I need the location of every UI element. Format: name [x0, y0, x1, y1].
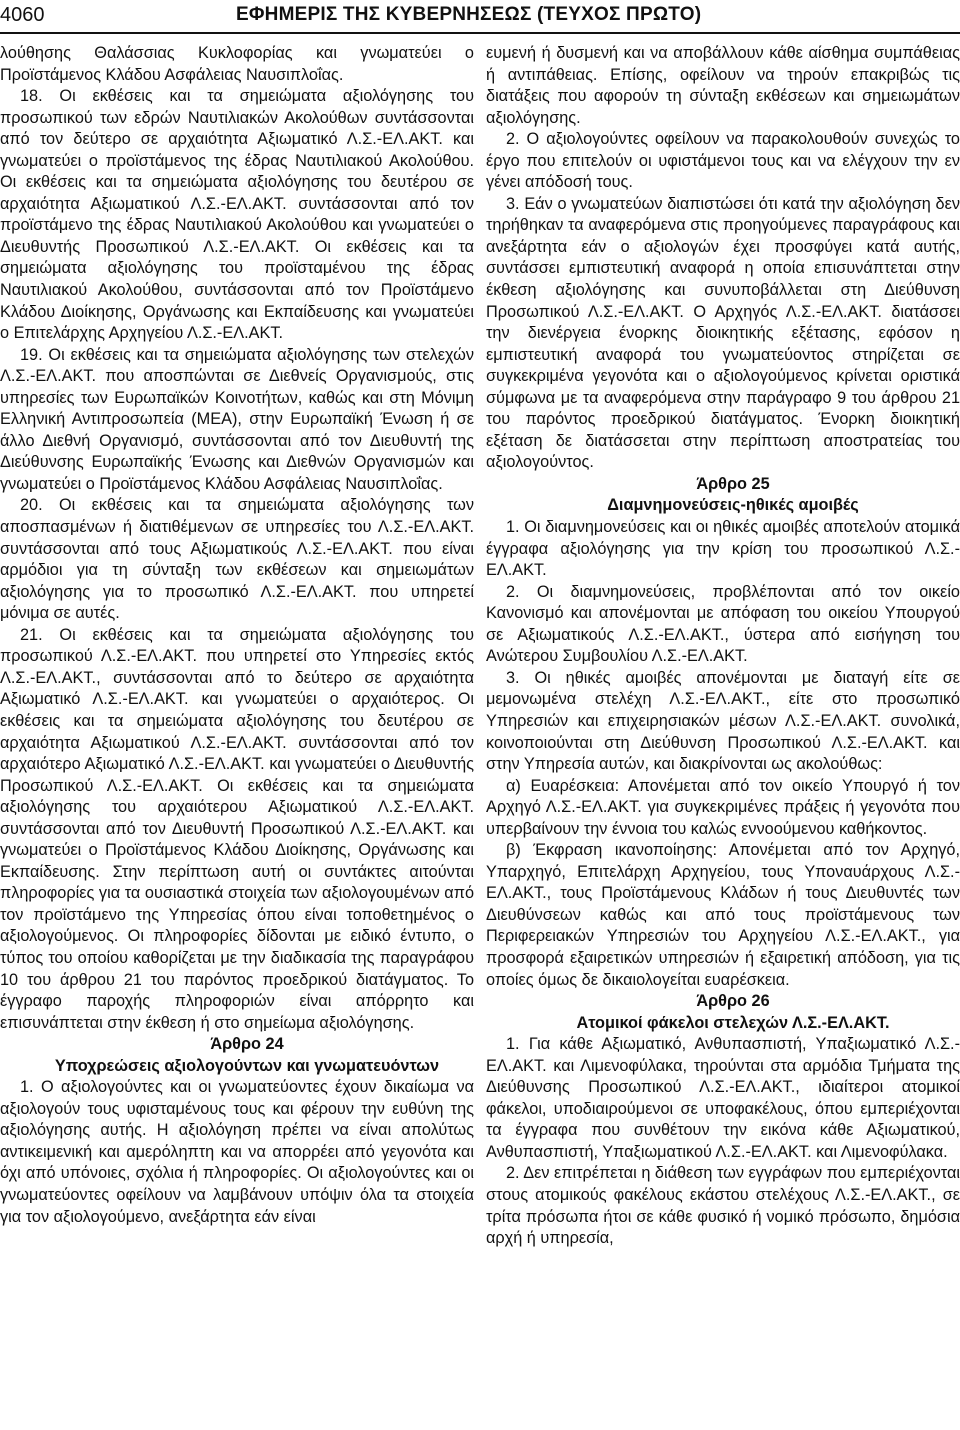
page-number: 4060 — [0, 4, 45, 26]
paragraph: 18. Οι εκθέσεις και τα σημειώματα αξιολόγησης του προσωπικού των εδρών Ναυτιλιακών Ακολούθων συντάσσονται από τον δεύτερο σε αρχαιότητα Αξιωματικό Λ.Σ.-ΕΛ.ΑΚΤ. και γνωματεύει ο προϊστάμενος της έδρας Ναυτιλιακού Ακολούθου. Οι εκθέσεις και τα σημειώματα αξιολόγησης του δευτέρου σε αρχαιότητα Αξιωματικού Λ.Σ.-ΕΛ.ΑΚΤ. συντάσσονται από τον προϊστάμενο της έδρας Ναυτιλιακού Ακολούθου και γνωματεύει ο Διευθυντής Προσωπικού Λ.Σ.-ΕΛ.ΑΚΤ. Οι εκθέσεις και τα σημειώματα αξιολόγησης του προϊσταμένου της έδρας Ναυτιλιακού Ακολούθου, συντάσσονται από τον Προϊστάμενο Κλάδου Διοίκησης, Οργάνωσης και Εκπαίδευσης και γνωματεύει ο Επιτελάρχης Αρχηγείου Λ.Σ.-ΕΛ.ΑΚΤ. — [0, 87, 474, 343]
article-26-subtitle: Ατομικοί φάκελοι στελεχών Λ.Σ.-ΕΛ.ΑΚΤ. — [576, 1013, 890, 1032]
paragraph: 3. Εάν ο γνωματεύων διαπιστώσει ότι κατά την αξιολόγηση δεν τηρήθηκαν τα αναφερόμενα στις προηγούμενες παραγράφους και ανεξάρτητα εάν ο αξιολογών έχει προσφύγει κατά αυτής, συντάσσει εμπιστευτική αναφορά η οποία επισυνάπτεται στην έκθεση αξιολόγησης και συνυποβάλλεται στη Διεύθυνση Προσωπικού Λ.Σ.-ΕΛ.ΑΚΤ. Ο Αρχηγός Λ.Σ.-ΕΛ.ΑΚΤ. διατάσσει την διενέργεια ένορκης διοικητικής εξέτασης, εφόσον η εμπιστευτική αναφορά του γνωματεύοντος στηρίζεται σε συγκεκριμένα γεγονότα και ο αξιολογούμενος κρίνεται οριστικά σύμφωνα με τα αναφερόμενα στην παράγραφο 9 του άρθρου 21 του παρόντος προεδρικού διατάγματος. Ένορκη διοικητική εξέταση δε διατάσσεται στην περίπτωση αποστρατείας του αξιολογούντος. — [486, 194, 960, 472]
paragraph: 2. Δεν επιτρέπεται η διάθεση των εγγράφων που εμπεριέχονται στους ατομικούς φακέλους εκάστου στελέχους Λ.Σ.-ΕΛ.ΑΚΤ., σε τρίτα πρόσωπα ήτοι σε κάθε φυσικό ή νομικό πρόσωπο, δημόσια αρχή ή υπηρεσία, — [486, 1164, 960, 1248]
paragraph: 21. Οι εκθέσεις και τα σημειώματα αξιολόγησης του προσωπικού Λ.Σ.-ΕΛ.ΑΚΤ. που υπηρετεί στο Υπηρεσίες εκτός Λ.Σ.-ΕΛ.ΑΚΤ., συντάσσονται από το δεύτερο σε αρχαιότητα Αξιωματικό Λ.Σ.-ΕΛ.ΑΚΤ. και γνωματεύει ο αρχαιότερος. Οι εκθέσεις και τα σημειώματα αξιολόγησης του δευτέρου σε αρχαιότητα Αξιωματικού Λ.Σ.-ΕΛ.ΑΚΤ. συντάσσονται από τον αρχαιότερο Αξιωματικό Λ.Σ.-ΕΛ.ΑΚΤ. και γνωματεύει ο Διευθυντής Προσωπικού Λ.Σ.-ΕΛ.ΑΚΤ. Οι εκθέσεις και τα σημειώματα αξιολόγησης του αρχαιότερου Αξιωματικού Λ.Σ.-ΕΛ.ΑΚΤ. συντάσσονται από τον Διευθυντή Προσωπικού Λ.Σ.-ΕΛ.ΑΚΤ. και γνωματεύει ο Προϊστάμενος Κλάδου Διοίκησης, Οργάνωσης και Εκπαίδευσης. Στην περίπτωση αυτή οι συντάκτες αιτούνται πληροφορίες για τα ουσιαστικά στοιχεία των αξιολογουμένων από τον προϊστάμενο της Υπηρεσίας όπου είναι τοποθετημένος ο αξιολογούμενος. Οι πληροφορίες δίδονται με ειδικό έντυπο, ο τύπος του οποίου καθορίζεται με την διαδικασία της παραγράφου 10 του άρθρου 21 του παρόντος προεδρικού διατάγματος. Το έγγραφο παροχής πληροφοριών είναι απόρρητο και επισυνάπτεται στην έκθεση ή στο σημείωμα αξιολόγησης. — [0, 625, 474, 1032]
left-column — [0, 43, 474, 1228]
paragraph: 3. Οι ηθικές αμοιβές απονέμονται με διαταγή είτε σε μεμονωμένα στελέχη Λ.Σ.-ΕΛ.ΑΚΤ., είτε στο προσωπικό Υπηρεσιών και επιχειρησιακών μέσων Λ.Σ.-ΕΛ.ΑΚΤ. συνολικά, κοινοποιούνται στη Διεύθυνση Προσωπικού Λ.Σ.-ΕΛ.ΑΚΤ. και στην Υπηρεσία αυτών, και διακρίνονται ως ακολούθως: — [486, 668, 960, 774]
paragraph: 2. Ο αξιολογούντες οφείλουν να παρακολουθούν συνεχώς το έργο που επιτελούν οι υφιστάμενοι τους και να ελέγχουν την εν γένει απόδοσή τους. — [486, 130, 960, 192]
page-header — [0, 0, 960, 36]
paragraph: 1. Για κάθε Αξιωματικό, Ανθυπασπιστή, Υπαξιωματικό Λ.Σ.-ΕΛ.ΑΚΤ. και Λιμενοφύλακα, τηρούνται στα αρμόδια Τμήματα της Διεύθυνσης Προσωπικού Λ.Σ.-ΕΛ.ΑΚΤ., ιδιαίτεροι ατομικοί φάκελοι, υποδιαιρούμενοι σε υποφακέλους, όπου εμπεριέχονται τα έγγραφα που συνθέτουν την εικόνα κάθε Αξιωματικού, Ανθυπασπιστή, Υπαξιωματικού Λ.Σ.-ΕΛ.ΑΚΤ. και Λιμενοφύλακα. — [486, 1035, 960, 1161]
paragraph: β) Έκφραση ικανοποίησης: Απονέμεται από τον Αρχηγό, Υπαρχηγό, Επιτελάρχη Αρχηγείου, τους Υποναυάρχους Λ.Σ.-ΕΛ.ΑΚΤ., τους Προϊστάμενους Κλάδων ή τους Διευθυντές των Διευθύνσεων καθώς και από τους προϊστάμενους των Περιφερειακών Υπηρεσιών του Αρχηγείου Λ.Σ.-ΕΛ.ΑΚΤ., για προσφορά εξαιρετικών υπηρεσιών ή εξαιρετική απόδοση, για τις οποίες όμως δε δικαιολογείται ευαρέσκεια. — [486, 841, 960, 989]
paragraph: ευμενή ή δυσμενή και να αποβάλλουν κάθε αίσθημα συμπάθειας ή αντιπάθειας. Επίσης, οφείλουν να τηρούν επακριβώς τις διατάξεις που αφορούν τη σύνταξη εκθέσεων και σημειωμάτων αξιολόγησης. — [486, 44, 960, 127]
paragraph: 19. Οι εκθέσεις και τα σημειώματα αξιολόγησης των στελεχών Λ.Σ.-ΕΛ.ΑΚΤ. που αποσπώνται σε Διεθνείς Οργανισμούς, στις υπηρεσίες των Ευρωπαϊκών Κοινοτήτων, καθώς και στη Μόνιμη Ελληνική Αντιπροσωπεία (ΜΕΑ), στην Ευρωπαϊκή Ένωση ή σε άλλο Διεθνή Οργανισμό, συντάσσονται από τον Διευθυντή της Διεύθυνσης Ευρωπαϊκής Ένωσης και Διεθνών Οργανισμών και γνωματεύει ο Προϊστάμενος Κλάδου Ασφάλειας Ναυσιπλοΐας. — [0, 345, 474, 493]
paragraph: λούθησης Θαλάσσιας Κυκλοφορίας και γνωματεύει ο Προϊστάμενος Κλάδου Ασφάλειας Ναυσιπλοΐας. — [0, 44, 474, 84]
article-24-title: Άρθρο 24 — [210, 1035, 284, 1054]
article-26-title: Άρθρο 26 — [696, 992, 770, 1011]
article-25-subtitle: Διαμνημονεύσεις-ηθικές αμοιβές — [607, 496, 859, 515]
header-rule — [0, 32, 960, 34]
gazette-title: ΕΦΗΜΕΡΙΣ ΤΗΣ ΚΥΒΕΡΝΗΣΕΩΣ (ΤΕΥΧΟΣ ΠΡΩΤΟ) — [236, 4, 702, 25]
article-24-subtitle: Υποχρεώσεις αξιολογούντων και γνωματευόντων — [54, 1056, 440, 1075]
paragraph: α) Ευαρέσκεια: Απονέμεται από τον οικείο Υπουργό ή τον Αρχηγό Λ.Σ.-ΕΛ.ΑΚΤ. για συγκεκριμένες πράξεις ή γεγονότα που υπερβαίνουν την έννοια του καλώς εννοούμενου καθήκοντος. — [486, 776, 960, 838]
paragraph: 2. Οι διαμνημονεύσεις, προβλέπονται από τον οικείο Κανονισμό και απονέμονται με απόφαση του οικείου Υπουργού σε Αξιωματικούς Λ.Σ.-ΕΛ.ΑΚΤ., ύστερα από εισήγηση του Ανώτερου Συμβουλίου Λ.Σ.-ΕΛ.ΑΚΤ. — [486, 582, 960, 666]
article-25-title: Άρθρο 25 — [696, 474, 770, 493]
paragraph: 20. Οι εκθέσεις και τα σημειώματα αξιολόγησης των αποσπασμένων ή διατιθέμενων σε υπηρεσίες του Λ.Σ.-ΕΛ.ΑΚΤ. συντάσσονται από τους Αξιωματικούς Λ.Σ.-ΕΛ.ΑΚΤ. που είναι αρμόδιοι για τη σύνταξη των εκθέσεων και σημειωμάτων αξιολόγησης για το προσωπικό Λ.Σ.-ΕΛ.ΑΚΤ. που υπηρετεί μόνιμα σε αυτές. — [0, 496, 474, 623]
right-column — [486, 43, 960, 1250]
paragraph: 1. Οι διαμνημονεύσεις και οι ηθικές αμοιβές αποτελούν ατομικά έγγραφα αξιολόγησης για την κρίση του προσωπικού Λ.Σ.-ΕΛ.ΑΚΤ. — [486, 518, 960, 580]
paragraph: 1. Ο αξιολογούντες και οι γνωματεύοντες έχουν δικαίωμα να αξιολογούν τους υφισταμένους τους και φέρουν την ευθύνη της αξιολόγησης αυτής. Η αξιολόγηση πρέπει να είναι απολύτως αντικειμενική και αμερόληπτη και να απορρέει από γεγονότα και όχι από υπόνοιες, σχόλια ή πληροφορίες. Οι αξιολογούντες και οι γνωματεύοντες οφείλουν να λαμβάνουν υπόψιν όλα τα στοιχεία για τον αξιολογούμενο, ανεξάρτητα εάν είναι — [0, 1078, 474, 1226]
